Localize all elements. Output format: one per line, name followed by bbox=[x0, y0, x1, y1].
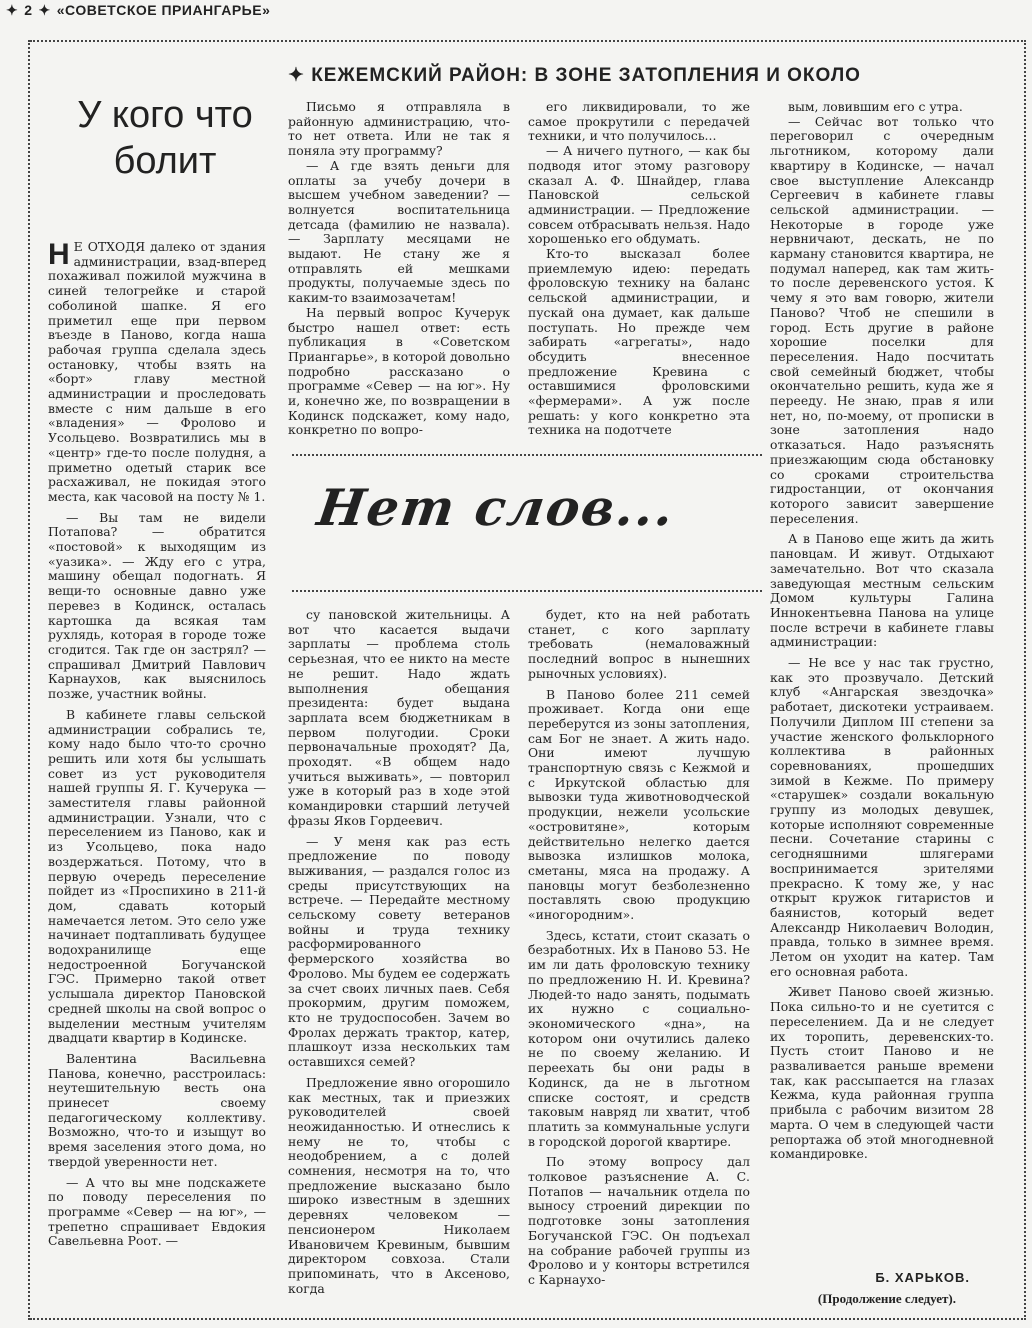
paragraph: Здесь, кстати, стоит сказать о безработных. Их в Паново 53. Не им ли дать фроловскую технику по предложению Н. И. Кревина? Людей-то надо занять, подымать их нужно с социально-экономического «дна», на котором они очутились далеко не по своему желанию. И переехать бы они рады в Кодинск, да не в льготном списке состоят, и средств таковым навряд ли хватит, чтоб платить за коммунальные услуги в городской дорогой квартире. bbox=[528, 927, 750, 1149]
left-rule bbox=[28, 40, 30, 1320]
article-headline: У кого что болит bbox=[77, 94, 253, 182]
paragraph: Живет Паново своей жизнью. Пока сильно-то и не суетится с переселением. Да и не следует их торопить, деревенских-то. Пусть стоит Паново и не разваливается раньше времени так, как рассыпается на глазах Кежма, куда районная группа прибыла с рабочим визитом 28 марта. О чем в следующей части репортажа об этой многодневной командировке. bbox=[770, 984, 994, 1162]
article-column-3 bbox=[528, 100, 750, 440]
bottom-rule bbox=[30, 1318, 1026, 1320]
article-column-1 bbox=[48, 240, 266, 1305]
paragraph: — А что вы мне подскажете по поводу переселения по программе «Север — на юг», — трепетно спрашивает Евдокия Савельевна Роот. — bbox=[48, 1174, 266, 1249]
paragraph: вым, ловившим его с утра. bbox=[788, 100, 963, 114]
article-column-2 bbox=[288, 100, 510, 440]
paragraph: будет, кто на ней работать станет, с кого зарплату требовать (немаловажный последний вопрос в нынешних рыночных условиях). bbox=[528, 608, 750, 681]
feature-title: Нет слов... bbox=[313, 478, 679, 537]
paragraph: — А ничего путного, — как бы подводя итог этому разговору сказал А. Ф. Шнайдер, глава Пановской сельской администрации. — Предложение совсем отбрасывать нельзя. Надо хорошенько его обдумать. bbox=[528, 143, 750, 247]
title-rule-top bbox=[292, 454, 762, 456]
continued-note: (Продолжение следует). bbox=[817, 1291, 956, 1306]
star-icon: ✦ bbox=[38, 2, 51, 18]
paragraph: Валентина Васильевна Панова, конечно, расстроилась: неутешительную весть она принесет своему педагогическому коллективу. Возможно, что-то и изыщут во время заселения этого дома, но твердой уверенности нет. bbox=[48, 1050, 266, 1169]
paragraph: На первый вопрос Кучерук быстро нашел ответ: есть публикация в «Советском Приангарье», в которой довольно подробно рассказано о программе «Север — на юг». Ну и, конечно же, по возвращении в Кодинск подскажет, кому надо, конкретно по вопро- bbox=[288, 304, 510, 438]
article-column-3-lower bbox=[528, 608, 750, 1308]
paragraph: — Не все у нас так грустно, как это прозвучало. Детский клуб «Ангарская звездочка» работает, дискотеки устраиваем. Получили Диплом III степени за участие женского фольклорного коллектива в районных соревнованиях, прошедших зимой в Кежме. По примеру «старушек» создали вокальную группу из молодых девушек, которые исполняют современные песни. Сочетание старины с сегодняшними шлягерами воспринимается зрителями прекрасно. К тому же, у нас открыт кружок гитаристов и баянистов, который ведет Александр Николаевич Володин, правда, только в зимнее время. Летом он уходит на катер. Там его основная работа. bbox=[770, 655, 994, 979]
title-rule-bottom bbox=[292, 590, 762, 592]
paragraph: Письмо я отправляла в районную администрацию, что-то нет ответа. Или не так я поняла эту программу? bbox=[288, 100, 510, 159]
paragraph: Е ОТХОДЯ далеко от здания администрации, взад-вперед похаживал пожилой мужчина в синей телогрейке и старой соболиной шапке. Я его приметил еще при первом въезде в Паново, когда наша рабочая группа сделала здесь остановку, чтобы взять на «борт» главу местной администрации и проследовать вместе с ним дальше в его «владения» — Фролово и Усольцево. Возвратились мы в «центр» где-то после полудня, а приметно одетый старик все расхаживал, не покидая этого места, как часовой на посту № 1. bbox=[48, 240, 266, 504]
paragraph: По этому вопросу дал толковое разъяснение А. С. Потапов — начальник отдела по выносу строений дирекции по подготовке зоны затопления Богучанской ГЭС. Он подъехал на собрание рабочей группы из Фролово и у конторы встретился с Карнаухо- bbox=[528, 1154, 750, 1287]
star-icon: ✦ bbox=[6, 2, 19, 18]
paragraph: — Сейчас вот только что переговорил с очередным льготником, которому дали квартиру в Кодинске, — начал свое выступление Александр Сергеевич в кабинете главы сельской администрации. — Некоторые в городе уже нервничают, дескать, не по карману становится квартира, не подумал наперед, как там жить-то после деревенского устоя. К чему я это вам говорю, жители Паново? Чтоб не спешили в город. Есть другие в районе хорошие поселки для переселения. Надо посчитать свой семейный бюджет, чтобы окончательно решить, куда же я перееду. Не знаю, прав я или нет, но, по-моему, от прописки в зоне затопления надо отказаться. Надо разъяснять приезжающим сюда обстановку со сроками строительства гидростанции, от окончания которого зависит завершение переселения. bbox=[770, 113, 994, 526]
right-rule bbox=[1024, 40, 1026, 1320]
paragraph: Кто-то высказал более приемлемую идею: передать фроловскую технику на баланс сельской администрации, и пускай она думает, как дальше поступать. Но прежде чем забирать «агрегаты», надо обсудить внесенное предложение Кревина с оставшимися фроловскими «фермерами». А уж после решать: у кого конкретно эта техника на подотчете bbox=[528, 246, 750, 438]
article-column-2-lower bbox=[288, 608, 510, 1308]
paragraph: Предложение явно огорошило как местных, так и приезжих руководителей своей неожиданностью. И отнеслись к нему не то, чтобы с неодобрением, а с долей сомнения, несмотря на то, что предложение высказано было широко известным в здешних деревнях человеком — пенсионером Николаем Ивановичем Кревиным, бывшим директором совхоза. Стали припоминать, что в Аксеново, когда bbox=[288, 1074, 510, 1296]
paragraph: — У меня как раз есть предложение по поводу выживания, — раздался голос из среды присутствующих на встрече. — Передайте местному сельскому совету ветеранов войны и труда технику расформированного фермерского хозяйства во Фролово. Мы будем ее содержать за счет своих личных паев. Себя прокормим, другим поможем, кто не трудоспособен. Зачем во Фролах держать трактор, катер, плашкоут изза нескольких там оставшихся семей? bbox=[288, 833, 510, 1070]
paragraph: В кабинете главы сельской администрации собрались те, кому надо было что-то срочно решить или хотя бы услышать совет из уст руководителя нашей группы Я. Г. Кучерука — заместителя главы районной администрации. Узнали, что с переселением из Паново, как и из Усольцево, пока надо воздержаться. Потому, что в первую очередь переселение пойдет из «Проспихино в 211-й дом, сдавать который намечается летом. Это село уже начинает подтапливать будущее водохранилище еще недостроенной Богучанской ГЭС. Примерно такой ответ услышала директор Пановской средней школы на свой вопрос о выделении местным учителям двадцати квартир в Кодинске. bbox=[48, 706, 266, 1046]
article-column-4 bbox=[770, 100, 994, 1260]
paragraph: его ликвидировали, то же самое прокрутили с передачей техники, и что получилось... bbox=[528, 100, 750, 144]
top-rule bbox=[30, 40, 1026, 42]
drop-cap: Н bbox=[48, 240, 70, 271]
section-rubric: ✦ КЕЖЕМСКИЙ РАЙОН: В ЗОНЕ ЗАТОПЛЕНИЯ И ОКОЛО bbox=[288, 65, 861, 86]
paragraph: В Паново более 211 семей проживает. Когда они еще переберутся из зоны затопления, сам Бог не знает. А жить надо. Они имеют лучшую транспортную связь с Кежмой и с Иркутской областью для вывозки туда животноводческой продукции, нежели усольские «островитяне», которым действительно нелегко дается вывозка излишков молока, сметаны, мяса на продажу. А пановцы могут безболезненно поставлять свою продукцию «иногородним». bbox=[528, 686, 750, 923]
paragraph: су пановской жительницы. А вот что касается выдачи зарплаты — проблема столь серьезная, что ее никто на месте не решит. Надо ждать выполнения обещания президента: будет выдана зарплата всем бюджетникам в первом полугодии. Сроки первоначальные проходят? Да, проходят. «В общем надо учиться выживать», — повторил уже в который раз в ходе этой командировки старший летучей фразы Яков Гордеевич. bbox=[288, 608, 510, 828]
newspaper-header bbox=[6, 2, 276, 19]
paper-name: «СОВЕТСКОЕ ПРИАНГАРЬЕ» bbox=[56, 2, 271, 18]
paragraph: — Вы там не видели Потапова? — обратится «постовой» к выходящим из «уазика». — Жду его с утра, машину обещал подогнать. Я вещи-то основные давно уже перевез в Кодинск, осталась картошка да всякая там рухлядь, которая в городе тоже сгодится. Так где он застрял? — спрашивал Дмитрий Павлович Карнаухов, как выяснилось позже, участник войны. bbox=[48, 509, 266, 702]
page-number: 2 bbox=[24, 2, 33, 18]
paragraph: А в Паново еще жить да жить пановцам. И живут. Отдыхают замечательно. Вот что сказала заведующая местным сельским Домом культуры Галина Иннокентьевна Панова на улице после встречи в кабинете главы администрации: bbox=[770, 531, 994, 650]
paragraph: — А где взять деньги для оплаты за учебу дочери в высшем учебном заведении? — волнуется воспитательница детсада (фамилию не назвала). — Зарплату месяцами не выдают. Не стану же я отправлять ей мешками продукты, получаемые здесь по каким-то взаимозачетам! bbox=[288, 157, 510, 306]
author-signature: Б. ХАРЬКОВ. bbox=[875, 1270, 970, 1285]
